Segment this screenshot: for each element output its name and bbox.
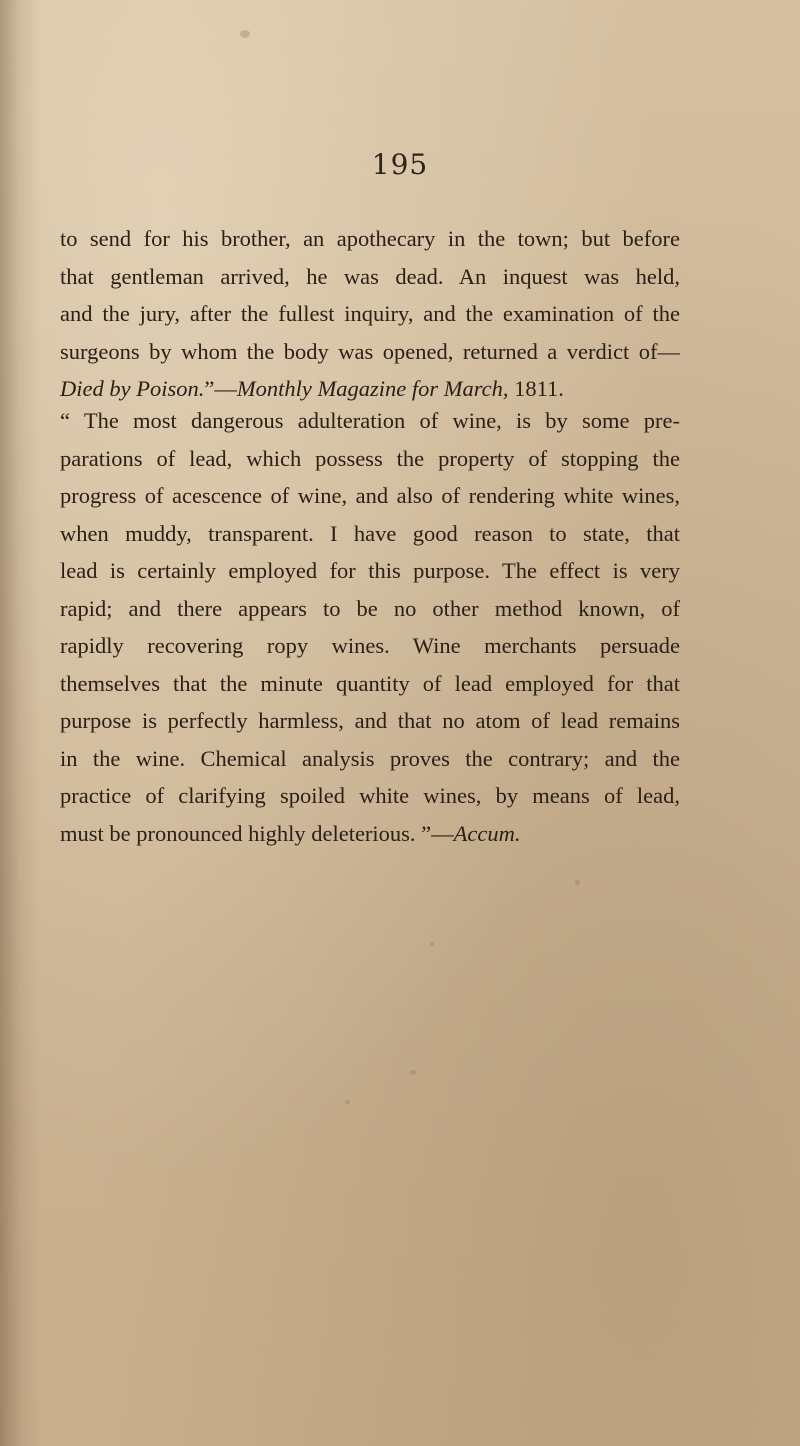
text-line: practice of clarifying spoiled white wines, by means of lead, [60,783,680,808]
text-line: that gentleman arrived, he was dead. An inquest was held, [60,263,680,289]
em-dash: — [214,376,237,401]
page-number: 195 [371,148,429,181]
text-line: “ The most dangerous adulteration of wine, is by some pre- [60,408,680,433]
text-line: purpose is perfectly harmless, and that no atom of lead remains [60,708,680,733]
final-sentence: must be pronounced highly deleterious. ”— [60,820,454,846]
text-line: parations of lead, which possess the property of stopping the [60,445,680,471]
text-line: and the jury, after the fullest inquiry, and the examination of the [60,301,680,326]
page-gutter-shadow [0,0,40,1446]
text-line: rapid; and there appears to be no other method known, of [60,595,680,621]
text-line: when muddy, transparent. I have good reason to state, that [60,520,680,546]
passage-wine-adulteration [60,402,680,852]
text-line: lead is certainly employed for this purpose. The effect is very [60,558,680,583]
text-line: to send for his brother, an apothecary in the town; but before [60,226,680,251]
text-line: surgeons by whom the body was opened, returned a verdict of— [60,338,680,364]
closing-quote: ” [204,376,215,401]
foxing-spot [240,30,250,38]
text-line: in the wine. Chemical analysis proves the contrary; and the [60,745,680,771]
text-line: progress of acescence of wine, and also of rendering white wines, [60,483,680,508]
source-year: 1811. [514,376,564,401]
verdict-text: Died by Poison. [60,376,205,401]
foxing-spot [345,1100,350,1104]
attribution-author: Accum. [453,820,521,846]
foxing-spot [410,1070,416,1075]
source-title: Monthly Magazine for March, [236,376,509,401]
passage-poisoning-account [60,220,680,408]
foxing-spot [575,880,580,885]
foxing-spot [430,942,434,946]
text-line: themselves that the minute quantity of lead employed for that [60,670,680,696]
attribution-line [60,815,680,853]
text-line: rapidly recovering ropy wines. Wine merchants persuade [60,633,680,658]
